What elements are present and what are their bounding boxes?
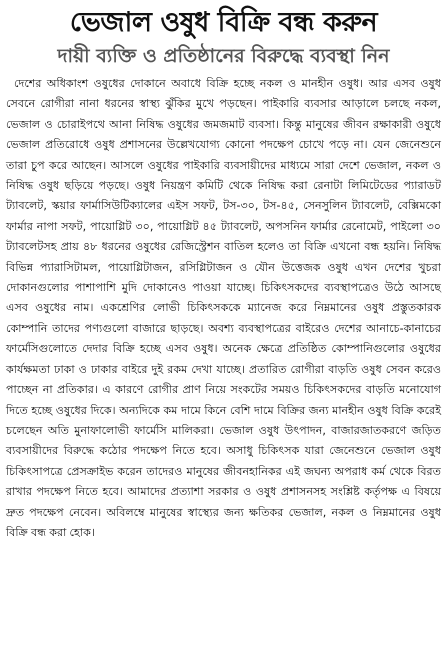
article-body: দেশের অধিকাংশ ওষুধের দোকানে অবাধে বিক্রি হচ্ছে নকল ও মানহীন ওষুধ। আর এসব ওষুধ সেবনে রোগীরা নানা ধরনের স্বাস্থ্য ঝুঁকির মুখে পড়ছেন। পাইকারি ব্যবসার আড়ালে চলছে নকল, ভেজাল ও চোরাইপথে আনা নিষিদ্ধ ওষুধের জমজমাট ব্যবসা। কিন্তু মানুষের জীবন রক্ষাকারী ওষুধে ভেজাল প্রতিরোধে ওষুধ প্রশাসনের উল্লেখযোগ্য কোনো পদক্ষেপ চোখে পড়ে না। যেন জেনেশুনে তারা চুপ করে আছেন। আসলে ওষুধের পাইকারি ব্যবসায়ীদের মাধ্যমে সারা দেশে ভেজাল, নকল ও নিষিদ্ধ ওষুধ ছড়িয়ে পড়ছে। ওষুধ নিয়ন্ত্রণ কমিটি থেকে নিষিদ্ধ করা রেনাটা লিমিটেডের প্যারাডট ট্যাবলেট, স্কয়ার ফার্মাসিউটিক্যালের এইস সফট, টস-৩০, টস-৪৫, সেনসুলিন ট্যাবলেট, বেক্সিমকো ফার্মার নাপা সফট, পায়োগ্লিট ৩০, পায়োগ্লিট ৪৫ ট্যাবলেট, অপসনিন ফার্মার রেনোমেট, পাইলো ৩০ ট্যাবলেটসহ প্রায় ৪৮ ধরনের ওষুধের রেজিস্ট্রেশন বাতিল হলেও তা বিক্রি এখনো বন্ধ হয়নি। নিষিদ্ধ বিভিন্ন প্যারাসিটামল, পায়োগ্লিটাজন, রসিগ্লিটাজন ও যৌন উত্তেজক ওষুধ এখন দেশের খুচরা দোকানগুলোর পাশাপাশি মুদি দোকানেও পাওয়া যাচ্ছে। চিকিৎসকদের ব্যবস্থাপত্রেও উঠে আসছে এসব ওষুধের নাম। একশ্রেণির লোভী চিকিৎসককে ম্যানেজ করে নিম্নমানের ওষুধ প্রস্তুতকারক কোম্পানি তাদের পণ্যগুলো বাজারে ছাড়ছে। অবশ্য ব্যবস্থাপত্রের বাইরেও দেশের আনাচে-কানাচের ফার্মেসিগুলোতে দেদার বিক্রি হচ্ছে এসব ওষুধ। অনেক ক্ষেত্রে প্রতিষ্ঠিত কোম্পানিগুলোর ওষুধের কার্যক্ষমতা ঢাকা ও ঢাকার বাইরে দুই রকম দেখা যাচ্ছে। প্রতারিত রোগীরা বাড়তি ওষুধ সেবন করেও পাচ্ছেন না প্রতিকার। এ কারণে রোগীর প্রাণ নিয়ে সংকটের সময়ও চিকিৎসকদের বাড়তি মনোযোগ দিতে হচ্ছে ওষুধের দিকে। অন্যদিকে কম দামে কিনে বেশি দামে বিক্রির জন্য মানহীন ওষুধ বিক্রি করেই চলেছেন অতি মুনাফালোভী ফার্মেসি মালিকরা। ভেজাল ওষুধ উৎপাদন, বাজারজাতকরণে জড়িত ব্যবসায়ীদের বিরুদ্ধে কঠোর পদক্ষেপ নিতে হবে। অসাধু চিকিৎসক যারা জেনেশুনে ভেজাল ওষুধ চিকিৎসাপত্রে প্রেসক্রাইভ করেন তাদেরও মানুষের জীবনহানিকর এই জঘন্য অপরাধ কর্ম থেকে বিরত রাখার পদক্ষেপ নিতে হবে। আমাদের প্রত্যাশা সরকার ও ওষুধ প্রশাসনসহ সংশ্লিষ্ট কর্তৃপক্ষ এ বিষয়ে দ্রুত পদক্ষেপ নেবেন। অবিলম্বে মানুষের স্বাস্থ্যের জন্য ক্ষতিকর ভেজাল, নকল ও নিম্নমানের ওষুধ বিক্রি বন্ধ করা হোক।: [6, 77, 441, 539]
article-headline: ভেজাল ওষুধ বিক্রি বন্ধ করুন: [69, 7, 378, 38]
article-subheadline: দায়ী ব্যক্তি ও প্রতিষ্ঠানের বিরুদ্ধে ব্যবস্থা নিন: [57, 45, 390, 67]
